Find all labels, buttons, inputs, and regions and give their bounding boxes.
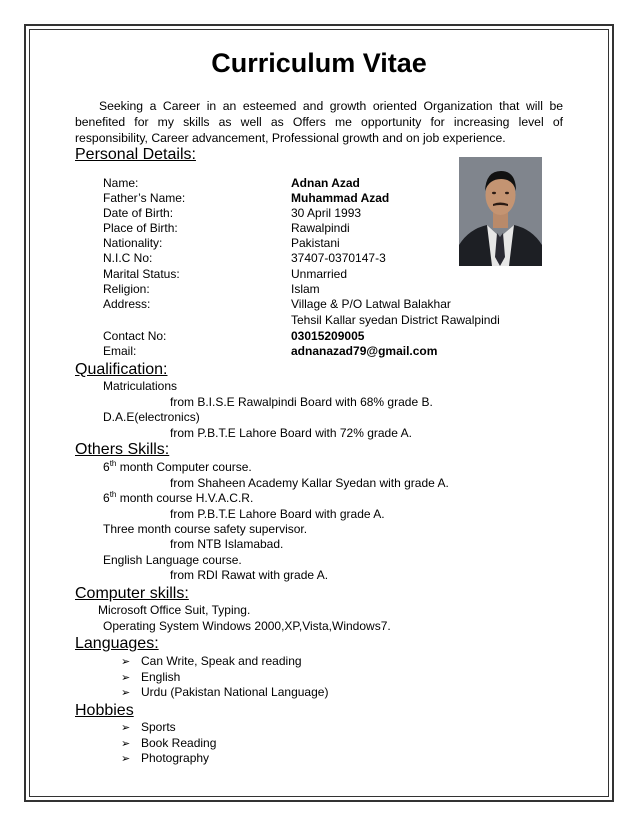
hobbies-heading: Hobbies [75,702,134,719]
hobby-item: Photography [141,751,210,765]
skill-item: Three month course safety supervisor. [103,522,308,536]
computer-skill-line: Operating System Windows 2000,XP,Vista,Windows7. [103,619,391,633]
value-address-line2: Tehsil Kallar syedan District Rawalpindi [291,313,500,327]
language-item: Urdu (Pakistan National Language) [141,685,329,699]
label-nationality: Nationality: [103,236,163,250]
computer-skill-line: Microsoft Office Suit, Typing. [98,603,251,617]
skill-detail: from NTB Islamabad. [170,537,284,551]
value-religion: Islam [291,282,320,296]
arrow-bullet-icon: ➢ [121,656,131,668]
value-birth-place: Rawalpindi [291,221,350,235]
qualification-heading: Qualification: [75,361,168,378]
other-skills-heading: Others Skills: [75,441,170,458]
computer-skills-heading: Computer skills: [75,585,189,602]
skill-detail: from RDI Rawat with grade A. [170,568,329,582]
value-email: adnanazad79@gmail.com [291,344,438,358]
label-address: Address: [103,297,151,311]
qualification-detail: from B.I.S.E Rawalpindi Board with 68% grade B. [170,395,433,409]
arrow-bullet-icon: ➢ [121,672,131,684]
label-dob: Date of Birth: [103,206,174,220]
objective-text: Seeking a Career in an esteemed and growth oriented Organization that will be benefited for my skills as well as Offers me opportunity for increasing level of responsibility, Career advancement, Professional growth and on job experience. [75,99,563,145]
skill-item: English Language course. [103,553,242,567]
value-nationality: Pakistani [291,236,340,250]
hobby-item: Sports [141,720,176,734]
value-name: Adnan Azad [291,176,360,190]
arrow-bullet-icon: ➢ [121,722,131,734]
value-address-line1: Village & P/O Latwal Balakhar [291,297,451,311]
hobby-item: Book Reading [141,736,217,750]
cv-title: Curriculum Vitae [211,48,427,78]
value-contact: 03015209005 [291,329,365,343]
label-contact: Contact No: [103,329,167,343]
label-email: Email: [103,344,137,358]
arrow-bullet-icon: ➢ [121,687,131,699]
skill-detail: from Shaheen Academy Kallar Syedan with grade A. [170,476,449,490]
language-item: English [141,670,181,684]
qualification-item: D.A.E(electronics) [103,410,200,424]
qualification-detail: from P.B.T.E Lahore Board with 72% grade A. [170,426,412,440]
arrow-bullet-icon: ➢ [121,738,131,750]
value-dob: 30 April 1993 [291,206,362,220]
label-father-name: Father’s Name: [103,191,186,205]
person-photo-icon [459,157,542,266]
languages-heading: Languages: [75,635,159,652]
label-religion: Religion: [103,282,150,296]
personal-details-heading: Personal Details: [75,146,196,163]
career-objective [75,98,563,146]
label-birth-place: Place of Birth: [103,221,178,235]
profile-photo [459,157,542,266]
value-father-name: Muhammad Azad [291,191,390,205]
qualification-item: Matriculations [103,379,178,393]
label-nic: N.I.C No: [103,251,153,265]
label-name: Name: [103,176,139,190]
skill-detail: from P.B.T.E Lahore Board with grade A. [170,507,385,521]
value-nic: 37407-0370147-3 [291,251,386,265]
skill-item: 6th month Computer course. [103,459,252,474]
value-marital: Unmarried [291,267,348,281]
arrow-bullet-icon: ➢ [121,753,131,765]
label-marital: Marital Status: [103,267,180,281]
language-item: Can Write, Speak and reading [141,654,302,668]
skill-item: 6th month course H.V.A.C.R. [103,490,254,505]
